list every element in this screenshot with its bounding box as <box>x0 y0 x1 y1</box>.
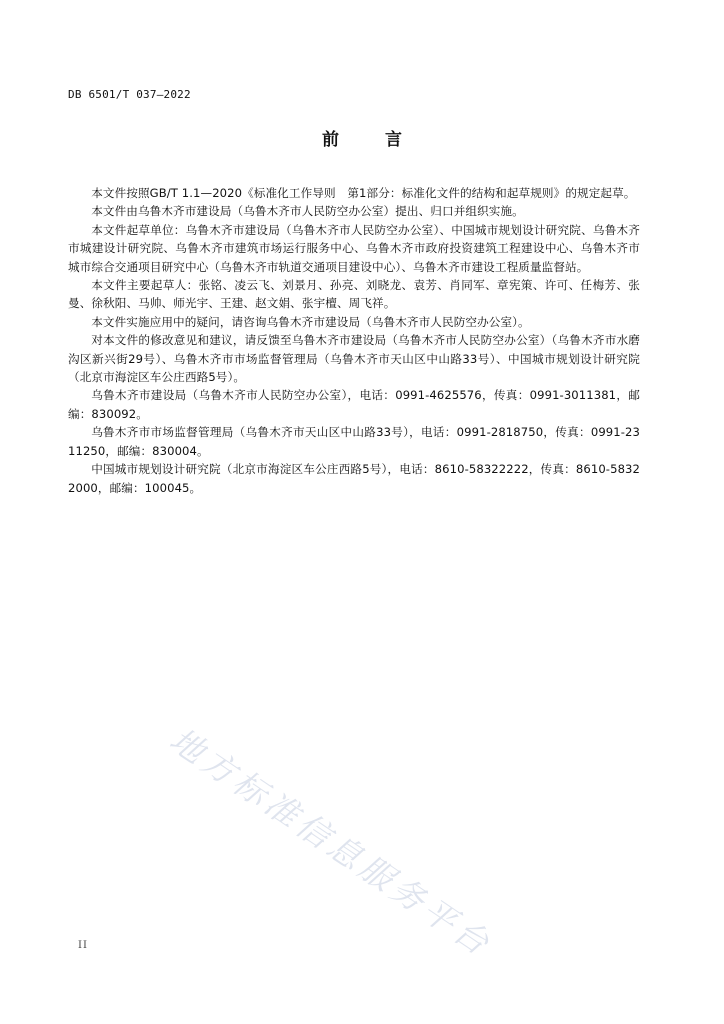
page-title: 前 言 <box>322 130 422 150</box>
document-code: DB 6501/T 037—2022 <box>68 88 191 101</box>
paragraph-main-drafters: 本文件主要起草人：张铭、凌云飞、刘景月、孙亮、刘晓龙、袁芳、肖同军、章宪策、许可、任梅芳、张曼、徐秋阳、马帅、师光宇、王建、赵文娟、张宇檀、周飞祥。 <box>68 278 640 311</box>
watermark-text: 地方标准信息服务平台 <box>162 719 500 965</box>
paragraph-proposer: 本文件由乌鲁木齐市建设局（乌鲁木齐市人民防空办公室）提出、归口并组织实施。 <box>91 204 524 219</box>
foreword-content <box>68 184 640 497</box>
page-number: II <box>78 940 88 951</box>
paragraph-drafting-basis: 本文件按照GB/T 1.1—2020《标准化工作导则 第1部分：标准化文件的结构和起草规则》的规定起草。 <box>91 186 636 200</box>
paragraph-contact-construction-bureau: 乌鲁木齐市建设局（乌鲁木齐市人民防空办公室），电话：0991-4625576，传真：0991-3011381，邮编：830092。 <box>68 388 640 421</box>
paragraph-contact-planning-institute: 中国城市规划设计研究院（北京市海淀区车公庄西路5号），电话：8610-58322222，传真：8610-58322000，邮编：100045。 <box>68 462 640 495</box>
paragraph-drafting-units: 本文件起草单位：乌鲁木齐市建设局（乌鲁木齐市人民防空办公室）、中国城市规划设计研究院、乌鲁木齐市城建设计研究院、乌鲁木齐市建筑市场运行服务中心、乌鲁木齐市政府投资建筑工程建设中心、乌鲁木齐市城市综合交通项目研究中心（乌鲁木齐市轨道交通项目建设中心）、乌鲁木齐市建设工程质量监督站。 <box>68 222 640 274</box>
paragraph-inquiries: 本文件实施应用中的疑问，请咨询乌鲁木齐市建设局（乌鲁木齐市人民防空办公室）。 <box>91 314 530 329</box>
paragraph-feedback: 对本文件的修改意见和建议，请反馈至乌鲁木齐市建设局（乌鲁木齐市人民防空办公室）（乌鲁木齐市水磨沟区新兴街29号）、乌鲁木齐市市场监督管理局（乌鲁木齐市天山区中山路33号）、中国城市规划设计研究院（北京市海淀区车公庄西路5号）。 <box>68 333 640 385</box>
paragraph-contact-market-supervision: 乌鲁木齐市市场监督管理局（乌鲁木齐市天山区中山路33号），电话：0991-2818750，传真：0991-2311250，邮编：830004。 <box>68 425 640 458</box>
